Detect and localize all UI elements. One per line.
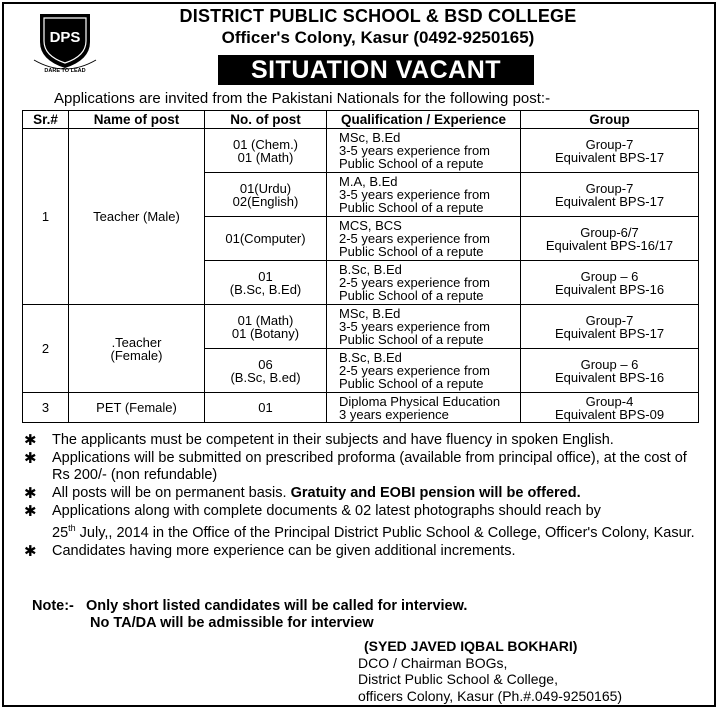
cell-group-line: Equivalent BPS-17 — [554, 325, 665, 341]
signatory-name: (SYED JAVED IQBAL BOKHARI) — [364, 638, 578, 654]
signatory-contact: officers Colony, Kasur (Ph.#.049-9250165) — [358, 687, 623, 704]
cell-group-line: Group-7 — [585, 180, 634, 196]
cell-post-count-line: (B.Sc, B.Ed) — [229, 281, 302, 297]
cell-post-count — [205, 305, 327, 349]
cell-qualification-line: 2-5 years experience from — [339, 231, 491, 246]
cell-qualification-line: MSc, B.Ed — [339, 306, 401, 321]
cell-qualification-line: Public School of a repute — [339, 332, 484, 347]
logo-motto: DARE TO LEAD — [44, 68, 86, 74]
cell-post-count-line: 02(English) — [232, 193, 299, 209]
cell-qualification-line: 3-5 years experience from — [339, 319, 491, 334]
cell-post-count-line: 01(Computer) — [225, 231, 306, 246]
cell-qualification — [327, 261, 521, 305]
table-row — [23, 129, 699, 173]
cell-qualification — [327, 217, 521, 261]
cell-group-line: Equivalent BPS-09 — [554, 406, 665, 422]
cell-qualification — [327, 173, 521, 217]
cell-post-name: .Teacher (Female) — [69, 305, 205, 393]
cell-post-count-line: 01 — [258, 400, 273, 415]
cell-post-count — [205, 261, 327, 305]
cell-qualification-line: MSc, B.Ed — [339, 130, 401, 145]
header-post-name: Name of post — [69, 111, 205, 129]
cell-qualification — [327, 305, 521, 349]
cell-post-count-line: 06 — [258, 356, 273, 372]
cell-group-line: Equivalent BPS-16 — [554, 281, 665, 297]
cell-qualification-line: Diploma Physical Education — [339, 393, 501, 409]
cell-group — [521, 261, 699, 305]
cell-post-count — [205, 129, 327, 173]
header-group: Group — [521, 111, 699, 129]
header-sr: Sr.# — [23, 111, 69, 129]
cell-post-count — [205, 393, 327, 423]
interview-note — [32, 598, 467, 632]
school-name: DISTRICT PUBLIC SCHOOL & BSD COLLEGE — [179, 6, 577, 26]
cell-group-line: Group – 6 — [580, 268, 639, 284]
cell-post-count — [205, 349, 327, 393]
signatory-title: DCO / Chairman BOGs, — [358, 654, 508, 671]
note-date-day: 25 — [52, 524, 69, 541]
signature-block — [358, 638, 622, 704]
cell-post-count-line: 01 (Math) — [237, 312, 294, 328]
logo-text: DPS — [49, 29, 81, 46]
list-item — [22, 543, 702, 560]
note-date-suffix: th — [68, 523, 76, 533]
cell-group-line: Equivalent BPS-16/17 — [545, 237, 674, 253]
cell-post-count-line: 01(Urdu) — [239, 180, 292, 196]
cell-group-line: Group – 6 — [580, 356, 639, 372]
cell-group-line: Group-4 — [585, 393, 634, 409]
note-text: Applications will be submitted on prescribed proforma (available from principal office), at the cost of Rs 200/- (non refundable) — [52, 450, 687, 483]
cell-sr: 1 — [23, 129, 69, 305]
cell-group-line: Group-6/7 — [580, 224, 639, 240]
cell-qualification-line: Public School of a repute — [339, 288, 484, 303]
cell-qualification — [327, 393, 521, 423]
intro-text: Applications are invited from the Pakistani Nationals for the following post:- — [54, 90, 551, 107]
cell-group-line: Group-7 — [585, 136, 634, 152]
cell-post-name: Teacher (Male) — [69, 129, 205, 305]
asterisk-icon: ✱ — [24, 503, 37, 520]
headline-banner: SITUATION VACANT — [218, 55, 534, 85]
note-text: All posts will be on permanent basis. — [52, 485, 291, 501]
list-item — [22, 432, 702, 449]
cell-post-count — [205, 217, 327, 261]
note-text: The applicants must be competent in their subjects and have fluency in spoken English. — [52, 432, 614, 448]
school-logo — [30, 8, 100, 74]
cell-group — [521, 129, 699, 173]
cell-qualification-line: B.Sc, B.Ed — [339, 262, 402, 277]
cell-group — [521, 393, 699, 423]
list-item — [22, 503, 702, 542]
asterisk-icon: ✱ — [24, 450, 37, 467]
asterisk-icon: ✱ — [24, 485, 37, 502]
cell-post-count-line: 01 (Math) — [237, 149, 294, 165]
cell-post-name: PET (Female) — [69, 393, 205, 423]
cell-qualification-line: Public School of a repute — [339, 244, 484, 259]
list-item — [22, 485, 702, 502]
terms-list — [22, 432, 702, 561]
signatory-organization: District Public School & College, — [358, 671, 558, 687]
note-line-1: Only short listed candidates will be called for interview. — [85, 598, 468, 614]
asterisk-icon: ✱ — [24, 542, 37, 560]
cell-group-line: Equivalent BPS-17 — [554, 193, 665, 209]
cell-qualification-line: Public School of a repute — [339, 200, 484, 215]
cell-post-count-line: 01 — [258, 268, 273, 284]
header-qualification: Qualification / Experience — [327, 111, 521, 129]
table-row — [23, 305, 699, 349]
school-address: Officer's Colony, Kasur (0492-9250165) — [221, 28, 535, 47]
cell-sr: 2 — [23, 305, 69, 393]
cell-qualification-line: B.Sc, B.Ed — [339, 350, 402, 365]
cell-group — [521, 349, 699, 393]
cell-qualification-line: MCS, BCS — [339, 218, 402, 233]
cell-post-count-line: (B.Sc, B.ed) — [230, 369, 301, 385]
cell-group — [521, 173, 699, 217]
cell-sr: 3 — [23, 393, 69, 423]
cell-qualification-line: Public School of a repute — [339, 156, 484, 171]
table-header-row — [23, 111, 699, 129]
cell-qualification-line: 3 years experience — [339, 406, 449, 422]
posts-table — [22, 110, 699, 423]
cell-qualification-line: 3-5 years experience from — [339, 187, 491, 202]
table-body — [23, 129, 699, 423]
cell-qualification — [327, 349, 521, 393]
list-item — [22, 450, 702, 484]
note-line-2: No TA/DA will be admissible for interview — [90, 615, 374, 631]
cell-qualification — [327, 129, 521, 173]
cell-group-line: Equivalent BPS-16 — [554, 369, 665, 385]
cell-post-count-line: 01 (Botany) — [231, 325, 300, 341]
asterisk-icon: ✱ — [24, 432, 37, 449]
note-text: July,, 2014 in the Office of the Principal District Public School & College, Officer's Colony, Kasur. — [75, 524, 695, 541]
cell-group-line: Equivalent BPS-17 — [554, 149, 665, 165]
cell-post-count-line: 01 (Chem.) — [232, 136, 299, 152]
table-row — [23, 393, 699, 423]
header-post-count: No. of post — [205, 111, 327, 129]
cell-post-count — [205, 173, 327, 217]
note-text: Applications along with complete documents & 02 latest photographs should reach by — [52, 503, 601, 519]
cell-group — [521, 217, 699, 261]
cell-group — [521, 305, 699, 349]
note-label: Note:- — [32, 598, 74, 614]
cell-qualification-line: 3-5 years experience from — [339, 143, 491, 158]
cell-qualification-line: 2-5 years experience from — [339, 275, 491, 290]
cell-group-line: Group-7 — [585, 312, 634, 328]
note-emphasis: Gratuity and EOBI pension will be offered. — [290, 485, 581, 501]
note-text: Candidates having more experience can be given additional increments. — [52, 542, 516, 559]
cell-qualification-line: M.A, B.Ed — [339, 174, 398, 189]
cell-qualification-line: Public School of a repute — [339, 376, 484, 391]
cell-qualification-line: 2-5 years experience from — [339, 363, 491, 378]
